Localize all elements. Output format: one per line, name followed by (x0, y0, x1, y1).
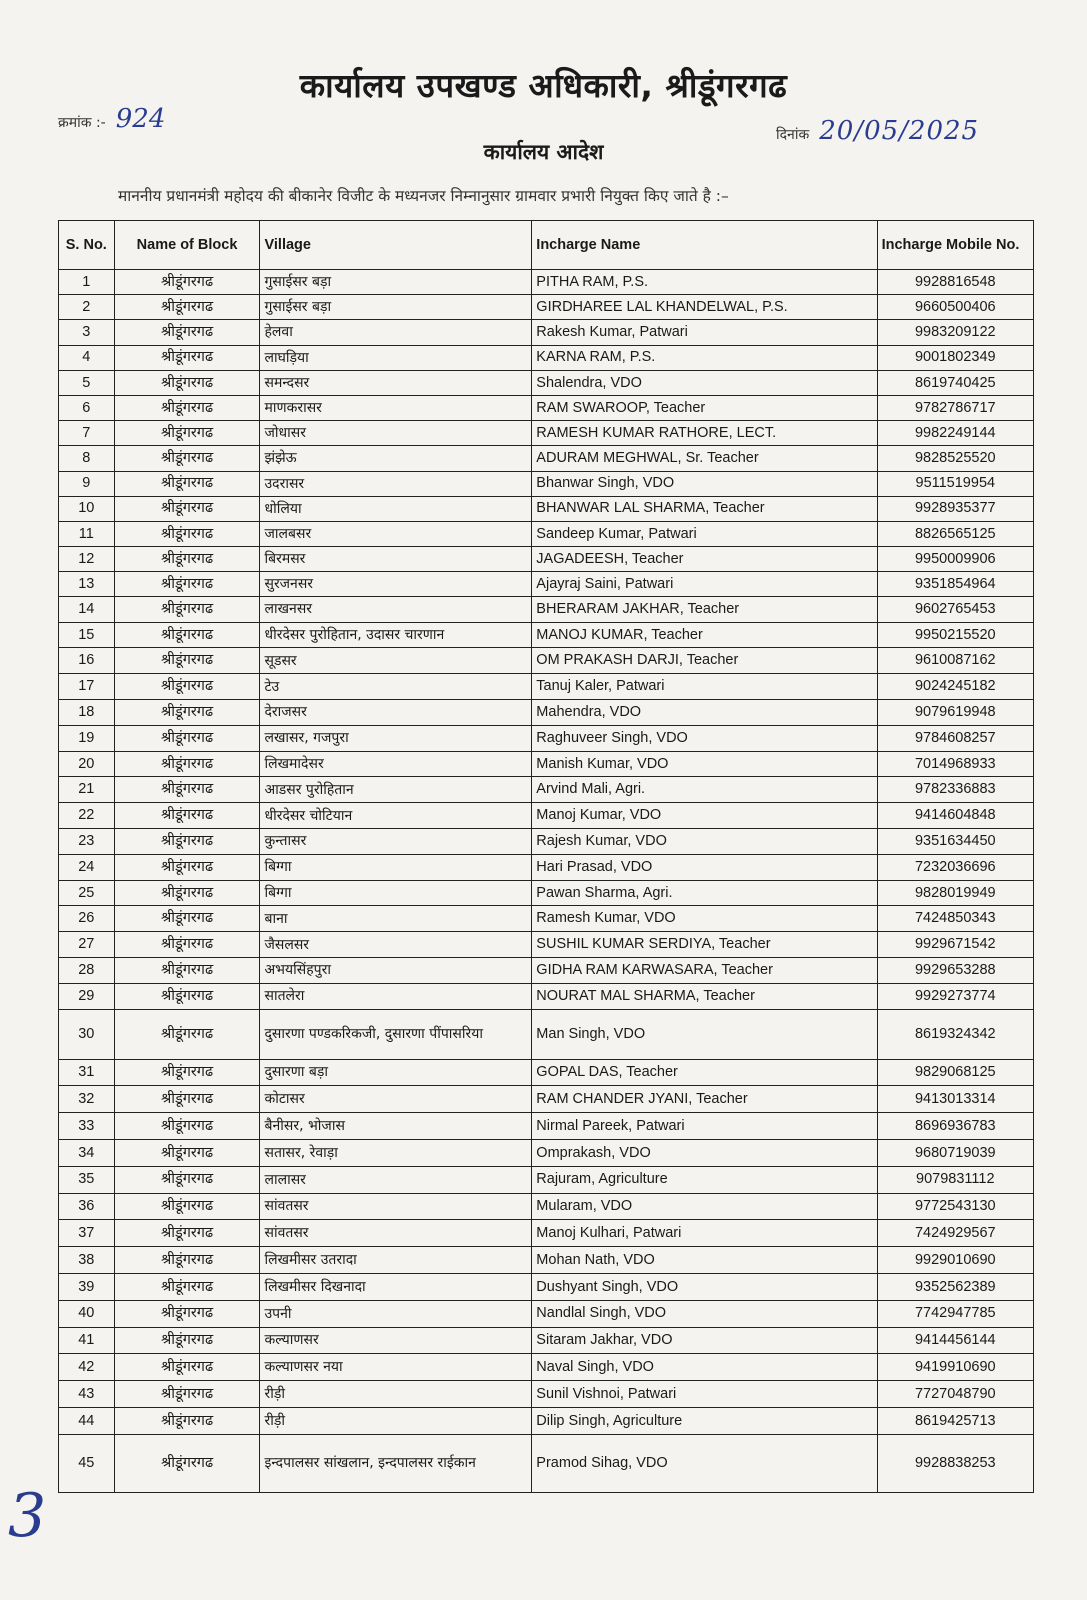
cell-block: श्रीडूंगरगढ (114, 906, 260, 932)
cell-sn: 20 (59, 751, 115, 777)
table-row (59, 370, 1034, 395)
cell-mobile: 9829068125 (877, 1059, 1033, 1086)
cell-incharge-name: RAM CHANDER JYANI, Teacher (532, 1086, 877, 1113)
table-row (59, 854, 1034, 880)
header-mobile: Incharge Mobile No. (877, 221, 1033, 270)
cell-incharge-name: Ramesh Kumar, VDO (532, 906, 877, 932)
table-row (59, 421, 1034, 446)
cell-incharge-name: Pramod Sihag, VDO (532, 1434, 877, 1492)
cell-sn: 22 (59, 803, 115, 829)
cell-block: श्रीडूंगरगढ (114, 1247, 260, 1274)
cell-sn: 14 (59, 597, 115, 622)
cell-village: झंझेऊ (260, 446, 532, 471)
cell-village: सतासर, रेवाड़ा (260, 1139, 532, 1166)
cell-incharge-name: GIDHA RAM KARWASARA, Teacher (532, 957, 877, 983)
cell-village: समन्दसर (260, 370, 532, 395)
cell-village: लखासर, गजपुरा (260, 725, 532, 751)
table-row (59, 1273, 1034, 1300)
incharge-table (58, 220, 1034, 1493)
cell-block: श्रीडूंगरगढ (114, 1113, 260, 1140)
table-row (59, 572, 1034, 597)
cell-incharge-name: BHANWAR LAL SHARMA, Teacher (532, 496, 877, 521)
cell-sn: 5 (59, 370, 115, 395)
cell-village: आडसर पुरोहितान (260, 777, 532, 803)
cell-mobile: 7742947785 (877, 1300, 1033, 1327)
cell-mobile: 9660500406 (877, 295, 1033, 320)
cell-sn: 15 (59, 622, 115, 648)
cell-block: श्रीडूंगरगढ (114, 829, 260, 855)
cell-incharge-name: Mahendra, VDO (532, 700, 877, 726)
table-row (59, 906, 1034, 932)
cell-sn: 7 (59, 421, 115, 446)
cell-mobile: 9929653288 (877, 957, 1033, 983)
cell-village: माणकरासर (260, 395, 532, 420)
cell-mobile: 9950009906 (877, 547, 1033, 572)
cell-sn: 19 (59, 725, 115, 751)
cell-sn: 33 (59, 1113, 115, 1140)
cell-block: श्रीडूंगरगढ (114, 521, 260, 546)
table-row (59, 1327, 1034, 1354)
cell-block: श्रीडूंगरगढ (114, 421, 260, 446)
cell-incharge-name: RAMESH KUMAR RATHORE, LECT. (532, 421, 877, 446)
cell-mobile: 9929671542 (877, 932, 1033, 958)
cell-incharge-name: Nandlal Singh, VDO (532, 1300, 877, 1327)
cell-mobile: 9784608257 (877, 725, 1033, 751)
cell-block: श्रीडूंगरगढ (114, 395, 260, 420)
table-row (59, 496, 1034, 521)
cell-incharge-name: Sandeep Kumar, Patwari (532, 521, 877, 546)
cell-sn: 3 (59, 320, 115, 345)
table-row (59, 1220, 1034, 1247)
cell-sn: 40 (59, 1300, 115, 1327)
table-row (59, 777, 1034, 803)
header-block: Name of Block (114, 221, 260, 270)
cell-sn: 4 (59, 345, 115, 370)
table-row (59, 648, 1034, 674)
cell-village: रीड़ी (260, 1407, 532, 1434)
cell-village: अभयसिंहपुरा (260, 957, 532, 983)
cell-incharge-name: Raghuveer Singh, VDO (532, 725, 877, 751)
cell-sn: 10 (59, 496, 115, 521)
cell-village: कल्याणसर (260, 1327, 532, 1354)
cell-mobile: 9602765453 (877, 597, 1033, 622)
cell-mobile: 7424929567 (877, 1220, 1033, 1247)
table-row (59, 1193, 1034, 1220)
cell-block: श्रीडूंगरगढ (114, 1086, 260, 1113)
cell-mobile: 8826565125 (877, 521, 1033, 546)
cell-sn: 8 (59, 446, 115, 471)
table-row (59, 547, 1034, 572)
cell-block: श्रीडूंगरगढ (114, 345, 260, 370)
office-title: कार्यालय उपखण्ड अधिकारी, श्रीडूंगरगढ (299, 66, 788, 105)
cell-sn: 9 (59, 471, 115, 496)
table-row (59, 1354, 1034, 1381)
cell-village: धीरदेसर पुरोहितान, उदासर चारणान (260, 622, 532, 648)
cell-block: श्रीडूंगरगढ (114, 1407, 260, 1434)
cell-village: बिग्गा (260, 880, 532, 906)
cell-village: सांवतसर (260, 1193, 532, 1220)
cell-mobile: 7424850343 (877, 906, 1033, 932)
cell-block: श्रीडूंगरगढ (114, 1139, 260, 1166)
cell-sn: 43 (59, 1381, 115, 1408)
reference-number-label: क्रमांक :- (58, 115, 106, 131)
cell-mobile: 9001802349 (877, 345, 1033, 370)
cell-block: श्रीडूंगरगढ (114, 1434, 260, 1492)
cell-mobile: 9351634450 (877, 829, 1033, 855)
cell-block: श्रीडूंगरगढ (114, 1166, 260, 1193)
table-row (59, 1086, 1034, 1113)
cell-block: श्रीडूंगरगढ (114, 496, 260, 521)
reference-number-value: 924 (115, 104, 166, 134)
cell-village: बिग्गा (260, 854, 532, 880)
cell-village: धोलिया (260, 496, 532, 521)
table-row (59, 725, 1034, 751)
table-row (59, 932, 1034, 958)
cell-village: हेलवा (260, 320, 532, 345)
cell-block: श्रीडूंगरगढ (114, 725, 260, 751)
cell-block: श्रीडूंगरगढ (114, 1381, 260, 1408)
table-row (59, 597, 1034, 622)
table-row (59, 270, 1034, 295)
cell-incharge-name: Dushyant Singh, VDO (532, 1273, 877, 1300)
table-row (59, 295, 1034, 320)
table-row (59, 1166, 1034, 1193)
cell-mobile: 9929010690 (877, 1247, 1033, 1274)
cell-sn: 45 (59, 1434, 115, 1492)
cell-village: लिखमीसर उतरादा (260, 1247, 532, 1274)
cell-incharge-name: Arvind Mali, Agri. (532, 777, 877, 803)
table-row (59, 471, 1034, 496)
cell-sn: 36 (59, 1193, 115, 1220)
table-row (59, 446, 1034, 471)
cell-block: श्रीडूंगरगढ (114, 370, 260, 395)
cell-mobile: 9419910690 (877, 1354, 1033, 1381)
cell-mobile: 9351854964 (877, 572, 1033, 597)
table-row (59, 983, 1034, 1009)
cell-sn: 13 (59, 572, 115, 597)
table-row (59, 751, 1034, 777)
cell-sn: 17 (59, 674, 115, 700)
table-row (59, 1139, 1034, 1166)
header-sn: S. No. (59, 221, 115, 270)
cell-block: श्रीडूंगरगढ (114, 295, 260, 320)
table-row (59, 829, 1034, 855)
cell-incharge-name: Manish Kumar, VDO (532, 751, 877, 777)
cell-sn: 1 (59, 270, 115, 295)
header-village: Village (260, 221, 532, 270)
cell-sn: 38 (59, 1247, 115, 1274)
cell-village: सुरजनसर (260, 572, 532, 597)
cell-village: जैसलसर (260, 932, 532, 958)
cell-incharge-name: Omprakash, VDO (532, 1139, 877, 1166)
cell-village: जोधासर (260, 421, 532, 446)
cell-village: देराजसर (260, 700, 532, 726)
order-title: कार्यालय आदेश (483, 140, 604, 164)
cell-incharge-name: Tanuj Kaler, Patwari (532, 674, 877, 700)
table-row (59, 1247, 1034, 1274)
cell-incharge-name: GOPAL DAS, Teacher (532, 1059, 877, 1086)
cell-block: श्रीडूंगरगढ (114, 1300, 260, 1327)
cell-mobile: 8619425713 (877, 1407, 1033, 1434)
cell-block: श्रीडूंगरगढ (114, 547, 260, 572)
cell-sn: 12 (59, 547, 115, 572)
table-row (59, 803, 1034, 829)
cell-sn: 34 (59, 1139, 115, 1166)
cell-incharge-name: Hari Prasad, VDO (532, 854, 877, 880)
table-row (59, 622, 1034, 648)
cell-mobile: 9982249144 (877, 421, 1033, 446)
cell-village: कल्याणसर नया (260, 1354, 532, 1381)
cell-incharge-name: Rakesh Kumar, Patwari (532, 320, 877, 345)
cell-sn: 31 (59, 1059, 115, 1086)
cell-block: श्रीडूंगरगढ (114, 674, 260, 700)
cell-mobile: 9928935377 (877, 496, 1033, 521)
cell-incharge-name: Ajayraj Saini, Patwari (532, 572, 877, 597)
cell-incharge-name: Naval Singh, VDO (532, 1354, 877, 1381)
cell-mobile: 9414604848 (877, 803, 1033, 829)
cell-block: श्रीडूंगरगढ (114, 854, 260, 880)
cell-mobile: 9929273774 (877, 983, 1033, 1009)
cell-village: धीरदेसर चोटियान (260, 803, 532, 829)
cell-block: श्रीडूंगरगढ (114, 1327, 260, 1354)
table-header-row (59, 221, 1034, 270)
cell-village: उदरासर (260, 471, 532, 496)
cell-sn: 44 (59, 1407, 115, 1434)
table-row (59, 1434, 1034, 1492)
cell-mobile: 9079619948 (877, 700, 1033, 726)
cell-sn: 39 (59, 1273, 115, 1300)
table-row (59, 1009, 1034, 1059)
cell-mobile: 9680719039 (877, 1139, 1033, 1166)
cell-mobile: 7727048790 (877, 1381, 1033, 1408)
cell-mobile: 7014968933 (877, 751, 1033, 777)
cell-village: टेउ (260, 674, 532, 700)
table-row (59, 345, 1034, 370)
cell-village: सातलेरा (260, 983, 532, 1009)
cell-mobile: 9414456144 (877, 1327, 1033, 1354)
cell-block: श्रीडूंगरगढ (114, 880, 260, 906)
cell-village: गुसाईसर बड़ा (260, 295, 532, 320)
cell-sn: 41 (59, 1327, 115, 1354)
table-row (59, 880, 1034, 906)
cell-sn: 27 (59, 932, 115, 958)
cell-sn: 23 (59, 829, 115, 855)
cell-mobile: 9828525520 (877, 446, 1033, 471)
cell-incharge-name: OM PRAKASH DARJI, Teacher (532, 648, 877, 674)
cell-sn: 6 (59, 395, 115, 420)
cell-sn: 42 (59, 1354, 115, 1381)
table-row (59, 1381, 1034, 1408)
cell-village: रीड़ी (260, 1381, 532, 1408)
reference-number (58, 104, 165, 134)
table-row (59, 521, 1034, 546)
cell-incharge-name: KARNA RAM, P.S. (532, 345, 877, 370)
cell-mobile: 8619324342 (877, 1009, 1033, 1059)
cell-sn: 30 (59, 1009, 115, 1059)
cell-incharge-name: PITHA RAM, P.S. (532, 270, 877, 295)
cell-mobile: 9782336883 (877, 777, 1033, 803)
cell-mobile: 9782786717 (877, 395, 1033, 420)
cell-mobile: 9828019949 (877, 880, 1033, 906)
cell-incharge-name: Rajuram, Agriculture (532, 1166, 877, 1193)
cell-incharge-name: Bhanwar Singh, VDO (532, 471, 877, 496)
cell-mobile: 9928816548 (877, 270, 1033, 295)
cell-sn: 11 (59, 521, 115, 546)
cell-village: बैनीसर, भोजास (260, 1113, 532, 1140)
cell-sn: 29 (59, 983, 115, 1009)
table-row (59, 700, 1034, 726)
cell-incharge-name: Manoj Kumar, VDO (532, 803, 877, 829)
cell-mobile: 9772543130 (877, 1193, 1033, 1220)
cell-village: लिखमादेसर (260, 751, 532, 777)
table-row (59, 395, 1034, 420)
cell-block: श्रीडूंगरगढ (114, 1220, 260, 1247)
cell-mobile: 8696936783 (877, 1113, 1033, 1140)
cell-block: श्रीडूंगरगढ (114, 777, 260, 803)
cell-block: श्रीडूंगरगढ (114, 932, 260, 958)
cell-mobile: 9610087162 (877, 648, 1033, 674)
header-incharge-name: Incharge Name (532, 221, 877, 270)
cell-village: उपनी (260, 1300, 532, 1327)
cell-village: कोटासर (260, 1086, 532, 1113)
cell-mobile: 9928838253 (877, 1434, 1033, 1492)
table-row (59, 674, 1034, 700)
cell-block: श्रीडूंगरगढ (114, 983, 260, 1009)
cell-block: श्रीडूंगरगढ (114, 471, 260, 496)
cell-village: लाखनसर (260, 597, 532, 622)
cell-incharge-name: Pawan Sharma, Agri. (532, 880, 877, 906)
cell-incharge-name: Manoj Kulhari, Patwari (532, 1220, 877, 1247)
cell-incharge-name: Nirmal Pareek, Patwari (532, 1113, 877, 1140)
cell-block: श्रीडूंगरगढ (114, 622, 260, 648)
cell-mobile: 9024245182 (877, 674, 1033, 700)
cell-incharge-name: Sitaram Jakhar, VDO (532, 1327, 877, 1354)
cell-block: श्रीडूंगरगढ (114, 751, 260, 777)
cell-block: श्रीडूंगरगढ (114, 957, 260, 983)
cell-incharge-name: NOURAT MAL SHARMA, Teacher (532, 983, 877, 1009)
cell-block: श्रीडूंगरगढ (114, 1273, 260, 1300)
table-row (59, 1407, 1034, 1434)
cell-sn: 37 (59, 1220, 115, 1247)
table-row (59, 957, 1034, 983)
cell-mobile: 9511519954 (877, 471, 1033, 496)
cell-sn: 2 (59, 295, 115, 320)
cell-incharge-name: Shalendra, VDO (532, 370, 877, 395)
cell-mobile: 9352562389 (877, 1273, 1033, 1300)
cell-sn: 28 (59, 957, 115, 983)
cell-block: श्रीडूंगरगढ (114, 320, 260, 345)
cell-mobile: 9983209122 (877, 320, 1033, 345)
cell-village: जालबसर (260, 521, 532, 546)
cell-block: श्रीडूंगरगढ (114, 648, 260, 674)
cell-block: श्रीडूंगरगढ (114, 572, 260, 597)
cell-block: श्रीडूंगरगढ (114, 803, 260, 829)
cell-village: लिखमीसर दिखनादा (260, 1273, 532, 1300)
cell-sn: 25 (59, 880, 115, 906)
cell-mobile: 7232036696 (877, 854, 1033, 880)
cell-village: इन्दपालसर सांखलान, इन्दपालसर राईकान (260, 1434, 532, 1492)
table-row (59, 1300, 1034, 1327)
cell-sn: 16 (59, 648, 115, 674)
cell-block: श्रीडूंगरगढ (114, 446, 260, 471)
cell-incharge-name: Mularam, VDO (532, 1193, 877, 1220)
cell-incharge-name: Mohan Nath, VDO (532, 1247, 877, 1274)
cell-incharge-name: JAGADEESH, Teacher (532, 547, 877, 572)
cell-block: श्रीडूंगरगढ (114, 270, 260, 295)
cell-village: दुसारणा बड़ा (260, 1059, 532, 1086)
cell-incharge-name: ADURAM MEGHWAL, Sr. Teacher (532, 446, 877, 471)
cell-sn: 18 (59, 700, 115, 726)
handwritten-mark: 3 (8, 1481, 47, 1551)
cell-block: श्रीडूंगरगढ (114, 597, 260, 622)
cell-village: सांवतसर (260, 1220, 532, 1247)
cell-incharge-name: Rajesh Kumar, VDO (532, 829, 877, 855)
cell-block: श्रीडूंगरगढ (114, 1059, 260, 1086)
cell-sn: 24 (59, 854, 115, 880)
cell-block: श्रीडूंगरगढ (114, 1354, 260, 1381)
cell-block: श्रीडूंगरगढ (114, 1193, 260, 1220)
cell-mobile: 9413013314 (877, 1086, 1033, 1113)
cell-incharge-name: BHERARAM JAKHAR, Teacher (532, 597, 877, 622)
cell-village: बाना (260, 906, 532, 932)
cell-incharge-name: MANOJ KUMAR, Teacher (532, 622, 877, 648)
cell-village: गुसाईसर बड़ा (260, 270, 532, 295)
table-row (59, 1059, 1034, 1086)
cell-mobile: 8619740425 (877, 370, 1033, 395)
cell-incharge-name: Dilip Singh, Agriculture (532, 1407, 877, 1434)
order-date-label: दिनांक (776, 127, 810, 143)
cell-mobile: 9079831112 (877, 1166, 1033, 1193)
cell-village: बिरमसर (260, 547, 532, 572)
cell-mobile: 9950215520 (877, 622, 1033, 648)
cell-block: श्रीडूंगरगढ (114, 1009, 260, 1059)
cell-sn: 35 (59, 1166, 115, 1193)
cell-incharge-name: GIRDHAREE LAL KHANDELWAL, P.S. (532, 295, 877, 320)
cell-incharge-name: RAM SWAROOP, Teacher (532, 395, 877, 420)
order-date-value: 20/05/2025 (819, 116, 980, 146)
cell-incharge-name: SUSHIL KUMAR SERDIYA, Teacher (532, 932, 877, 958)
cell-village: कुन्तासर (260, 829, 532, 855)
table-row (59, 1113, 1034, 1140)
intro-text: माननीय प्रधानमंत्री महोदय की बीकानेर विजीट के मध्यनजर निम्नानुसार ग्रामवार प्रभारी नियुक्त किए जाते है :– (118, 187, 729, 205)
cell-village: लाघड़िया (260, 345, 532, 370)
cell-village: सूडसर (260, 648, 532, 674)
cell-incharge-name: Sunil Vishnoi, Patwari (532, 1381, 877, 1408)
cell-sn: 32 (59, 1086, 115, 1113)
cell-sn: 26 (59, 906, 115, 932)
table-row (59, 320, 1034, 345)
cell-block: श्रीडूंगरगढ (114, 700, 260, 726)
cell-village: लालासर (260, 1166, 532, 1193)
cell-incharge-name: Man Singh, VDO (532, 1009, 877, 1059)
cell-village: दुसारणा पण्डकरिकजी, दुसारणा पींपासरिया (260, 1009, 532, 1059)
cell-sn: 21 (59, 777, 115, 803)
